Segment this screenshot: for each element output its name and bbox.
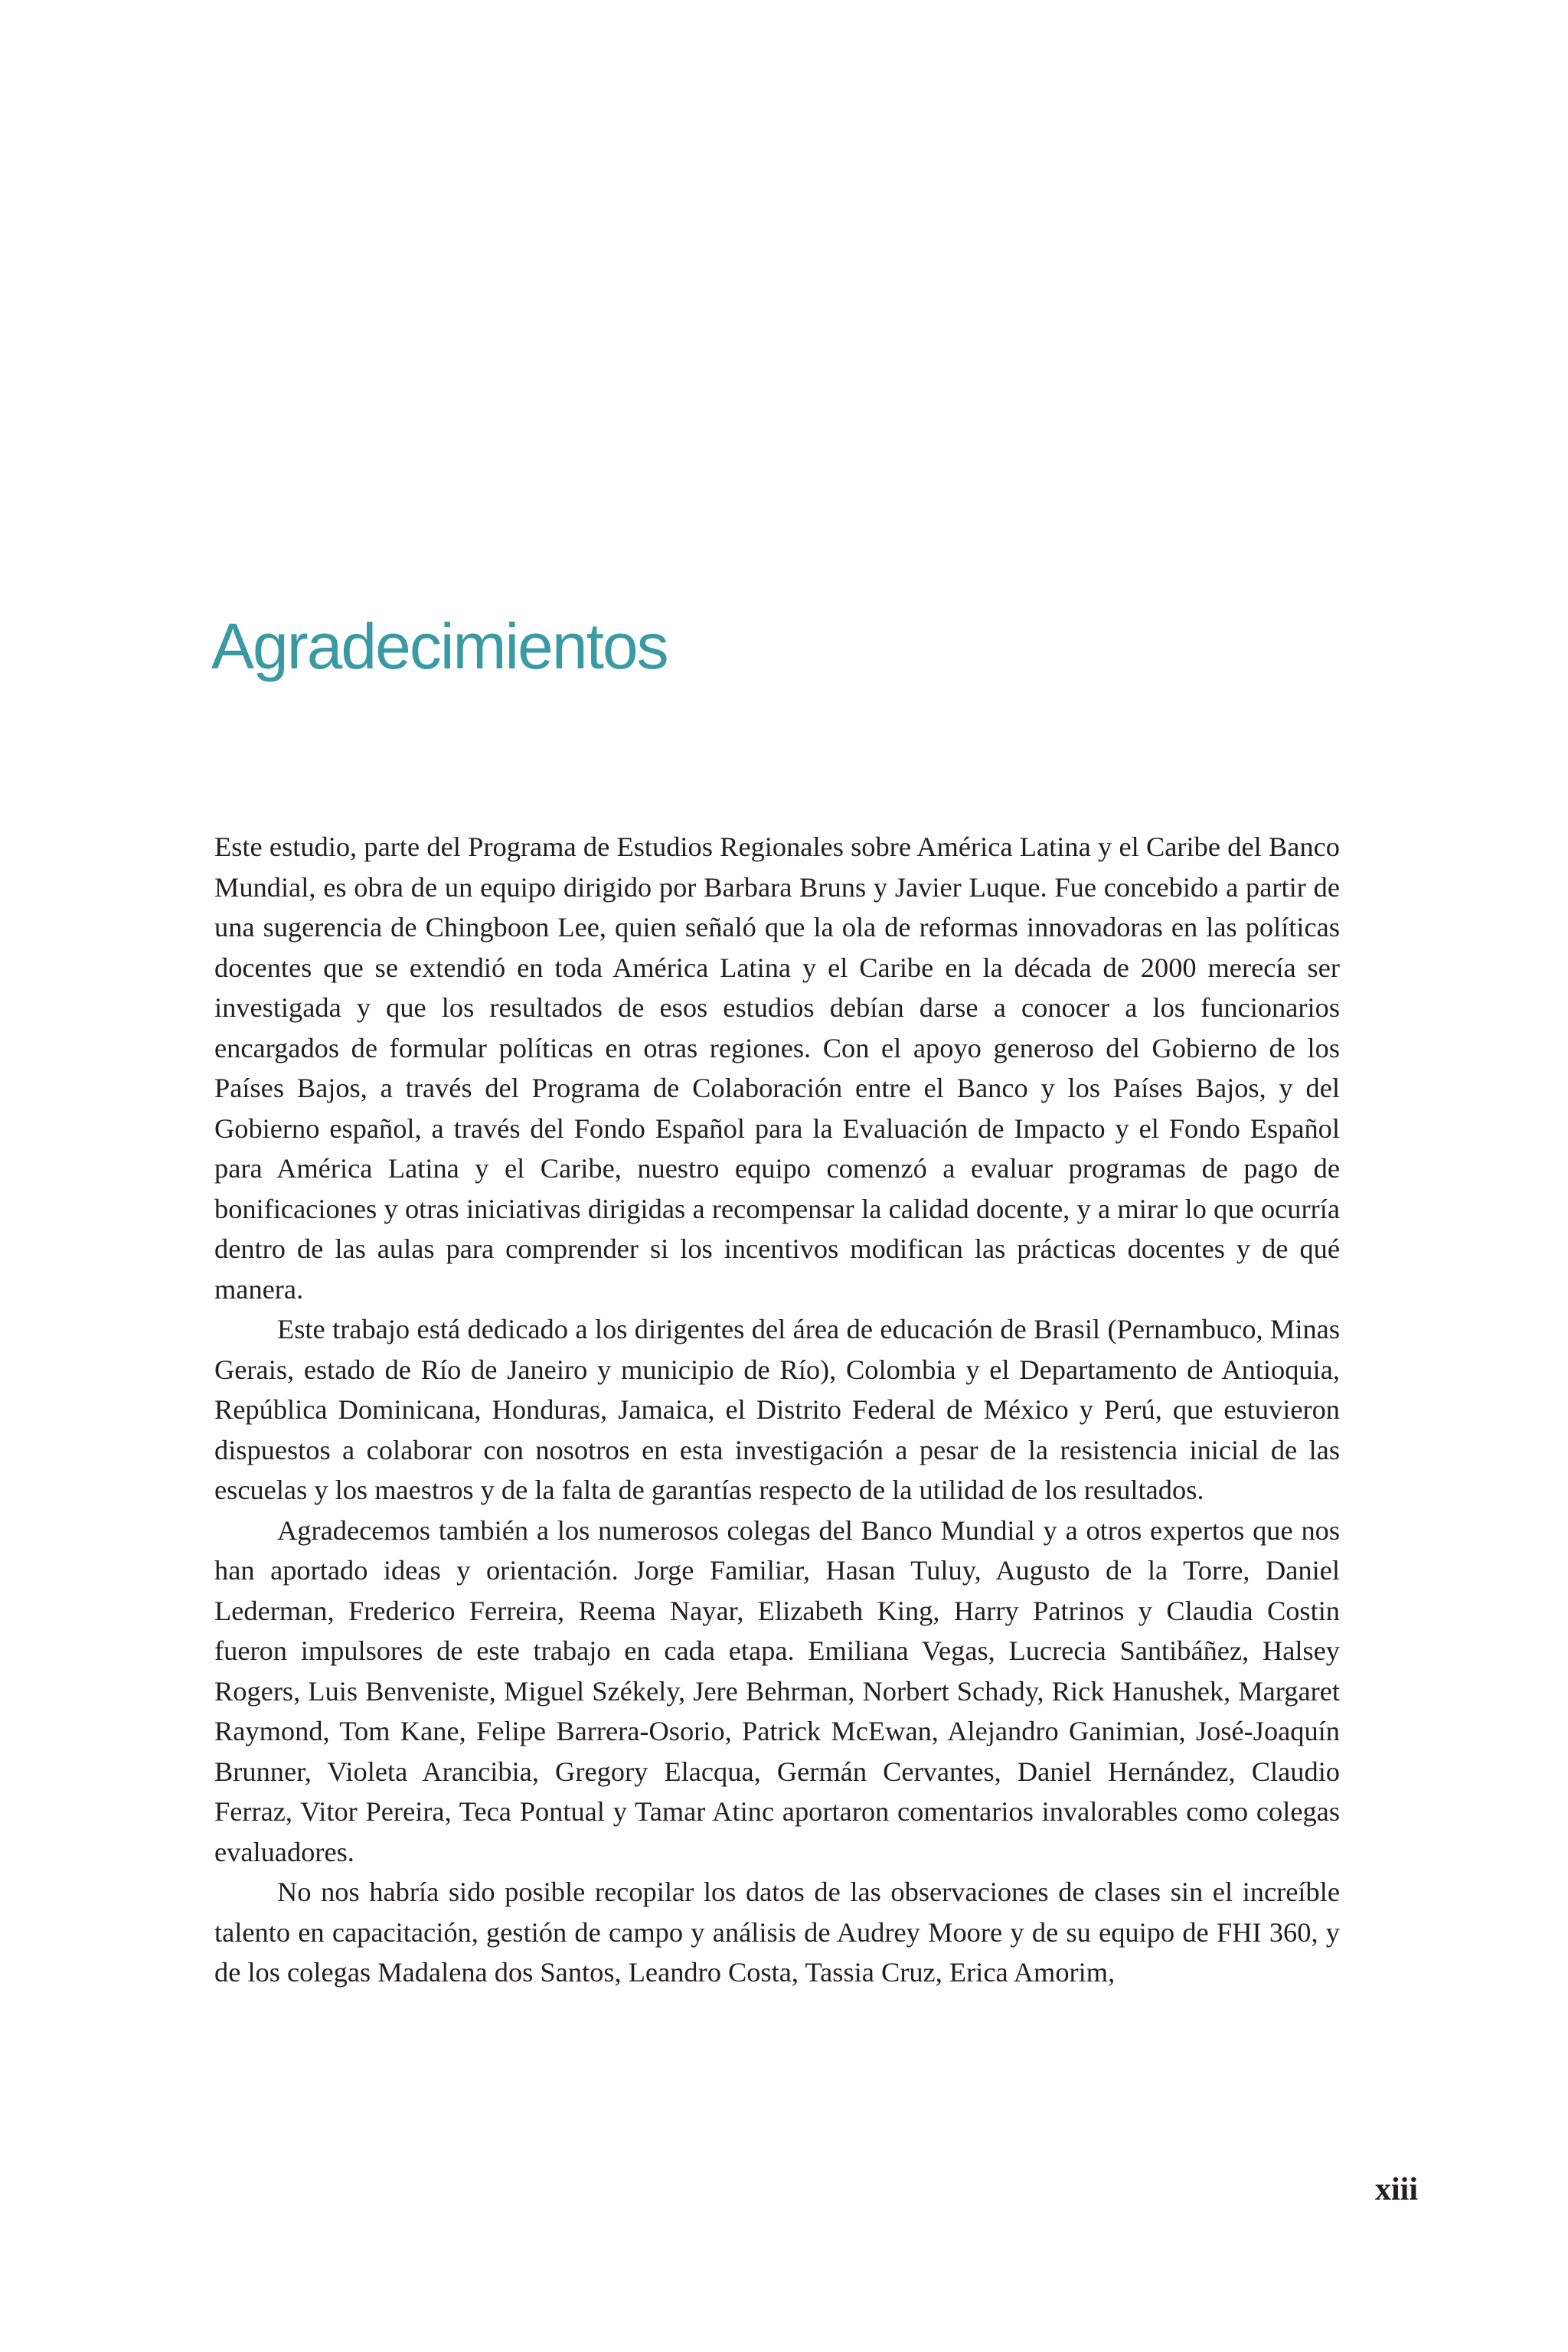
body-text — [214, 827, 1340, 1993]
paragraph-3: Agradecemos también a los numerosos colegas del Banco Mundial y a otros expertos que nos han aportado ideas y orientación. Jorge Familiar, Hasan Tuluy, Augusto de la Torre, Daniel Lederman, Frederico Ferreira, Reema Nayar, Elizabeth King, Harry Patrinos y Claudia Costin fueron impulsores de este trabajo en cada etapa. Emiliana Vegas, Lucrecia Santibáñez, Halsey Rogers, Luis Benveniste, Miguel Székely, Jere Behrman, Norbert Schady, Rick Hanushek, Margaret Raymond, Tom Kane, Felipe Barrera-Osorio, Patrick McEwan, Alejandro Ganimian, José-Joaquín Brunner, Violeta Arancibia, Gregory Elacqua, Germán Cervantes, Daniel Hernández, Claudio Ferraz, Vitor Pereira, Teca Pontual y Tamar Atinc aportaron comentarios invalorables como colegas evaluadores. — [214, 1514, 1340, 1867]
paragraph-4: No nos habría sido posible recopilar los datos de las observaciones de clases sin el increíble talento en capacitación, gestión de campo y análisis de Audrey Moore y de su equipo de FHI 360, y de los colegas Madalena dos Santos, Leandro Costa, Tassia Cruz, Erica Amorim, — [214, 1877, 1340, 1988]
paragraph-2: Este trabajo está dedicado a los dirigentes del área de educación de Brasil (Pernambuco, Minas Gerais, estado de Río de Janeiro y municipio de Río), Colombia y el Departamento de Antioquia, República Dominicana, Honduras, Jamaica, el Distrito Federal de México y Perú, que estuvieron dispuestos a colaborar con nosotros en esta investigación a pesar de la resistencia inicial de las escuelas y los maestros y de la falta de garantías respecto de la utilidad de los resultados. — [214, 1314, 1340, 1505]
chapter-title: Agradecimientos — [211, 610, 668, 682]
paragraph-1: Este estudio, parte del Programa de Estudios Regionales sobre América Latina y el Caribe del Banco Mundial, es obra de un equipo dirigido por Barbara Bruns y Javier Luque. Fue concebido a partir de una sugerencia de Chingboon Lee, quien señaló que la ola de reformas innovadoras en las políticas docentes que se extendió en toda América Latina y el Caribe en la década de 2000 merecía ser investigada y que los resultados de esos estudios debían darse a conocer a los funcionarios encargados de formular políticas en otras regiones. Con el apoyo generoso del Gobierno de los Países Bajos, a través del Programa de Colaboración entre el Banco y los Países Bajos, y del Gobierno español, a través del Fondo Español para la Evaluación de Impacto y el Fondo Español para América Latina y el Caribe, nuestro equipo comenzó a evaluar programas de pago de bonificaciones y otras iniciativas dirigidas a recompensar la calidad docente, y a mirar lo que ocurría dentro de las aulas para comprender si los incentivos modifican las prácticas docentes y de qué manera. — [214, 831, 1340, 1305]
page-number: xiii — [1374, 2172, 1418, 2207]
